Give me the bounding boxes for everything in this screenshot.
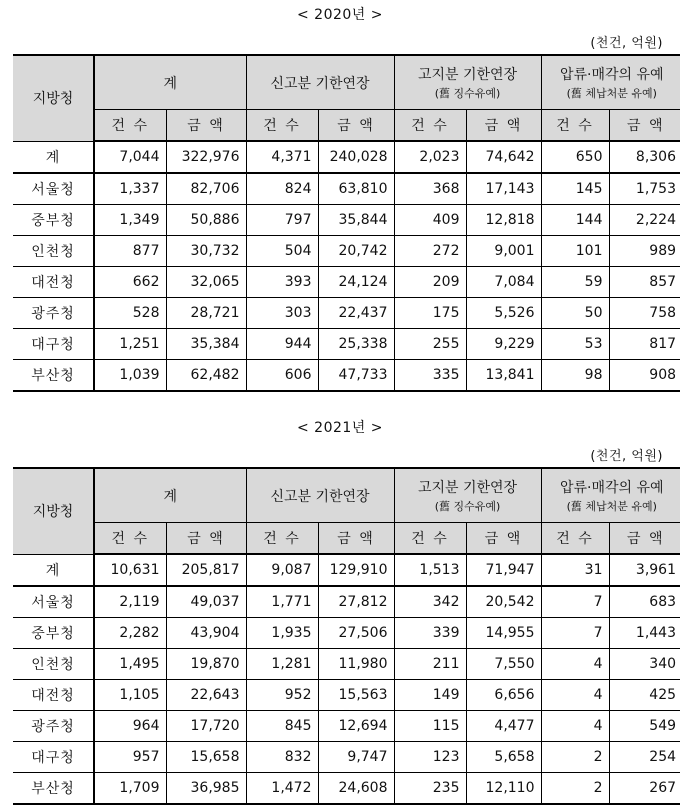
report-count-cell: 832 <box>246 742 318 773</box>
table-row <box>13 267 680 298</box>
report-amount-cell: 22,437 <box>318 298 394 329</box>
seizure-count-cell: 4 <box>541 680 609 711</box>
notice-amount-cell: 9,229 <box>466 329 541 360</box>
table-row <box>13 141 680 173</box>
region-name-cell: 대전청 <box>13 267 94 298</box>
total-amount-cell: 43,904 <box>166 618 246 649</box>
total-count-cell: 1,105 <box>94 680 166 711</box>
seizure-amount-cell: 549 <box>609 711 680 742</box>
total-amount-cell: 82,706 <box>166 173 246 205</box>
header-seizure-sub: (舊 체납처분 유예) <box>566 500 657 513</box>
table-body <box>13 141 680 391</box>
header-notice-sub: (舊 징수유예) <box>434 500 501 513</box>
total-count-cell: 7,044 <box>94 141 166 173</box>
report-count-cell: 9,087 <box>246 554 318 586</box>
report-amount-cell: 240,028 <box>318 141 394 173</box>
total-amount-cell: 28,721 <box>166 298 246 329</box>
header-total: 계 <box>94 468 246 523</box>
seizure-amount-cell: 2,224 <box>609 205 680 236</box>
report-amount-cell: 9,747 <box>318 742 394 773</box>
seizure-amount-cell: 3,961 <box>609 554 680 586</box>
header-notice-extension <box>394 468 541 523</box>
report-count-cell: 504 <box>246 236 318 267</box>
report-count-cell: 1,472 <box>246 773 318 805</box>
header-amount: 금 액 <box>166 110 246 142</box>
header-amount: 금 액 <box>466 523 541 555</box>
header-seizure-main: 압류·매각의 유예 <box>559 480 664 496</box>
notice-count-cell: 149 <box>394 680 466 711</box>
header-notice-sub: (舊 징수유예) <box>434 87 501 100</box>
unit-label: (천건, 억원) <box>590 36 663 51</box>
region-name-cell: 인천청 <box>13 649 94 680</box>
header-region: 지방청 <box>13 468 94 554</box>
seizure-count-cell: 50 <box>541 298 609 329</box>
notice-amount-cell: 4,477 <box>466 711 541 742</box>
report-amount-cell: 47,733 <box>318 360 394 392</box>
region-name-cell: 서울청 <box>13 586 94 618</box>
report-count-cell: 944 <box>246 329 318 360</box>
table-row <box>13 329 680 360</box>
total-count-cell: 1,349 <box>94 205 166 236</box>
seizure-count-cell: 53 <box>541 329 609 360</box>
notice-count-cell: 255 <box>394 329 466 360</box>
notice-count-cell: 115 <box>394 711 466 742</box>
header-seizure-deferral <box>541 468 680 523</box>
report-amount-cell: 25,338 <box>318 329 394 360</box>
total-count-cell: 957 <box>94 742 166 773</box>
notice-amount-cell: 9,001 <box>466 236 541 267</box>
notice-amount-cell: 5,526 <box>466 298 541 329</box>
region-name-cell: 계 <box>13 554 94 586</box>
table-row <box>13 173 680 205</box>
seizure-count-cell: 2 <box>541 773 609 805</box>
report-amount-cell: 27,812 <box>318 586 394 618</box>
report-amount-cell: 27,506 <box>318 618 394 649</box>
notice-amount-cell: 7,084 <box>466 267 541 298</box>
total-amount-cell: 15,658 <box>166 742 246 773</box>
total-amount-cell: 35,384 <box>166 329 246 360</box>
notice-amount-cell: 71,947 <box>466 554 541 586</box>
seizure-amount-cell: 683 <box>609 586 680 618</box>
header-count: 건 수 <box>94 523 166 555</box>
total-amount-cell: 17,720 <box>166 711 246 742</box>
report-count-cell: 1,771 <box>246 586 318 618</box>
header-report-extension: 신고분 기한연장 <box>246 55 394 110</box>
seizure-amount-cell: 254 <box>609 742 680 773</box>
report-amount-cell: 129,910 <box>318 554 394 586</box>
header-count: 건 수 <box>541 523 609 555</box>
total-count-cell: 1,495 <box>94 649 166 680</box>
header-count: 건 수 <box>246 523 318 555</box>
seizure-amount-cell: 1,753 <box>609 173 680 205</box>
header-amount: 금 액 <box>318 110 394 142</box>
table-row <box>13 205 680 236</box>
total-count-cell: 2,282 <box>94 618 166 649</box>
header-count: 건 수 <box>94 110 166 142</box>
report-amount-cell: 12,694 <box>318 711 394 742</box>
header-seizure-sub: (舊 체납처분 유예) <box>566 87 657 100</box>
total-count-cell: 1,039 <box>94 360 166 392</box>
table-row <box>13 236 680 267</box>
seizure-count-cell: 650 <box>541 141 609 173</box>
region-name-cell: 인천청 <box>13 236 94 267</box>
seizure-amount-cell: 267 <box>609 773 680 805</box>
table-body <box>13 554 680 804</box>
region-name-cell: 대구청 <box>13 742 94 773</box>
seizure-count-cell: 4 <box>541 711 609 742</box>
report-count-cell: 824 <box>246 173 318 205</box>
report-count-cell: 845 <box>246 711 318 742</box>
header-amount: 금 액 <box>609 523 680 555</box>
total-count-cell: 662 <box>94 267 166 298</box>
table-row <box>13 586 680 618</box>
seizure-amount-cell: 817 <box>609 329 680 360</box>
report-amount-cell: 11,980 <box>318 649 394 680</box>
notice-amount-cell: 12,818 <box>466 205 541 236</box>
total-amount-cell: 30,732 <box>166 236 246 267</box>
total-count-cell: 1,251 <box>94 329 166 360</box>
seizure-amount-cell: 340 <box>609 649 680 680</box>
notice-count-cell: 335 <box>394 360 466 392</box>
header-amount: 금 액 <box>609 110 680 142</box>
region-name-cell: 서울청 <box>13 173 94 205</box>
seizure-amount-cell: 857 <box>609 267 680 298</box>
notice-amount-cell: 6,656 <box>466 680 541 711</box>
header-seizure-main: 압류·매각의 유예 <box>559 67 664 83</box>
seizure-count-cell: 59 <box>541 267 609 298</box>
total-amount-cell: 50,886 <box>166 205 246 236</box>
report-amount-cell: 24,124 <box>318 267 394 298</box>
table-row <box>13 618 680 649</box>
header-amount: 금 액 <box>166 523 246 555</box>
region-name-cell: 대전청 <box>13 680 94 711</box>
notice-amount-cell: 7,550 <box>466 649 541 680</box>
header-seizure-deferral <box>541 55 680 110</box>
year-title: < 2020년 > <box>296 7 383 23</box>
region-name-cell: 광주청 <box>13 298 94 329</box>
table-row <box>13 773 680 805</box>
report-count-cell: 393 <box>246 267 318 298</box>
notice-amount-cell: 74,642 <box>466 141 541 173</box>
seizure-count-cell: 145 <box>541 173 609 205</box>
header-notice-extension <box>394 55 541 110</box>
data-table <box>13 467 680 805</box>
notice-count-cell: 211 <box>394 649 466 680</box>
report-amount-cell: 20,742 <box>318 236 394 267</box>
total-amount-cell: 205,817 <box>166 554 246 586</box>
total-amount-cell: 32,065 <box>166 267 246 298</box>
notice-count-cell: 2,023 <box>394 141 466 173</box>
seizure-amount-cell: 908 <box>609 360 680 392</box>
report-count-cell: 797 <box>246 205 318 236</box>
header-amount: 금 액 <box>318 523 394 555</box>
data-table <box>13 54 680 392</box>
total-amount-cell: 36,985 <box>166 773 246 805</box>
notice-count-cell: 368 <box>394 173 466 205</box>
total-amount-cell: 19,870 <box>166 649 246 680</box>
header-count: 건 수 <box>394 110 466 142</box>
notice-amount-cell: 14,955 <box>466 618 541 649</box>
table-row <box>13 649 680 680</box>
table-row <box>13 298 680 329</box>
notice-count-cell: 409 <box>394 205 466 236</box>
seizure-count-cell: 101 <box>541 236 609 267</box>
total-count-cell: 10,631 <box>94 554 166 586</box>
report-count-cell: 952 <box>246 680 318 711</box>
seizure-amount-cell: 8,306 <box>609 141 680 173</box>
header-total: 계 <box>94 55 246 110</box>
notice-count-cell: 1,513 <box>394 554 466 586</box>
table-row <box>13 742 680 773</box>
header-notice-main: 고지분 기한연장 <box>417 480 518 496</box>
total-amount-cell: 22,643 <box>166 680 246 711</box>
seizure-count-cell: 144 <box>541 205 609 236</box>
header-amount: 금 액 <box>466 110 541 142</box>
total-amount-cell: 49,037 <box>166 586 246 618</box>
region-name-cell: 광주청 <box>13 711 94 742</box>
region-name-cell: 부산청 <box>13 773 94 805</box>
report-count-cell: 4,371 <box>246 141 318 173</box>
report-count-cell: 1,935 <box>246 618 318 649</box>
table-row <box>13 680 680 711</box>
report-count-cell: 606 <box>246 360 318 392</box>
notice-count-cell: 272 <box>394 236 466 267</box>
report-count-cell: 1,281 <box>246 649 318 680</box>
notice-amount-cell: 17,143 <box>466 173 541 205</box>
total-amount-cell: 62,482 <box>166 360 246 392</box>
total-count-cell: 877 <box>94 236 166 267</box>
notice-count-cell: 209 <box>394 267 466 298</box>
notice-count-cell: 123 <box>394 742 466 773</box>
region-name-cell: 부산청 <box>13 360 94 392</box>
header-count: 건 수 <box>394 523 466 555</box>
total-count-cell: 528 <box>94 298 166 329</box>
header-notice-main: 고지분 기한연장 <box>417 67 518 83</box>
notice-count-cell: 175 <box>394 298 466 329</box>
seizure-amount-cell: 425 <box>609 680 680 711</box>
notice-count-cell: 339 <box>394 618 466 649</box>
seizure-count-cell: 7 <box>541 618 609 649</box>
notice-amount-cell: 13,841 <box>466 360 541 392</box>
report-count-cell: 303 <box>246 298 318 329</box>
seizure-count-cell: 4 <box>541 649 609 680</box>
notice-amount-cell: 5,658 <box>466 742 541 773</box>
total-count-cell: 1,709 <box>94 773 166 805</box>
table-row <box>13 711 680 742</box>
unit-label: (천건, 억원) <box>590 449 663 464</box>
report-amount-cell: 15,563 <box>318 680 394 711</box>
notice-count-cell: 342 <box>394 586 466 618</box>
report-amount-cell: 24,608 <box>318 773 394 805</box>
region-name-cell: 계 <box>13 141 94 173</box>
header-count: 건 수 <box>246 110 318 142</box>
header-report-extension: 신고분 기한연장 <box>246 468 394 523</box>
seizure-count-cell: 98 <box>541 360 609 392</box>
notice-amount-cell: 12,110 <box>466 773 541 805</box>
total-count-cell: 964 <box>94 711 166 742</box>
region-name-cell: 중부청 <box>13 205 94 236</box>
notice-amount-cell: 20,542 <box>466 586 541 618</box>
region-name-cell: 중부청 <box>13 618 94 649</box>
table-row <box>13 554 680 586</box>
total-count-cell: 2,119 <box>94 586 166 618</box>
notice-count-cell: 235 <box>394 773 466 805</box>
seizure-count-cell: 7 <box>541 586 609 618</box>
seizure-count-cell: 31 <box>541 554 609 586</box>
seizure-count-cell: 2 <box>541 742 609 773</box>
seizure-amount-cell: 989 <box>609 236 680 267</box>
header-count: 건 수 <box>541 110 609 142</box>
total-count-cell: 1,337 <box>94 173 166 205</box>
year-title: < 2021년 > <box>296 420 383 436</box>
total-amount-cell: 322,976 <box>166 141 246 173</box>
table-row <box>13 360 680 392</box>
seizure-amount-cell: 758 <box>609 298 680 329</box>
region-name-cell: 대구청 <box>13 329 94 360</box>
report-amount-cell: 35,844 <box>318 205 394 236</box>
report-amount-cell: 63,810 <box>318 173 394 205</box>
header-region: 지방청 <box>13 55 94 141</box>
seizure-amount-cell: 1,443 <box>609 618 680 649</box>
